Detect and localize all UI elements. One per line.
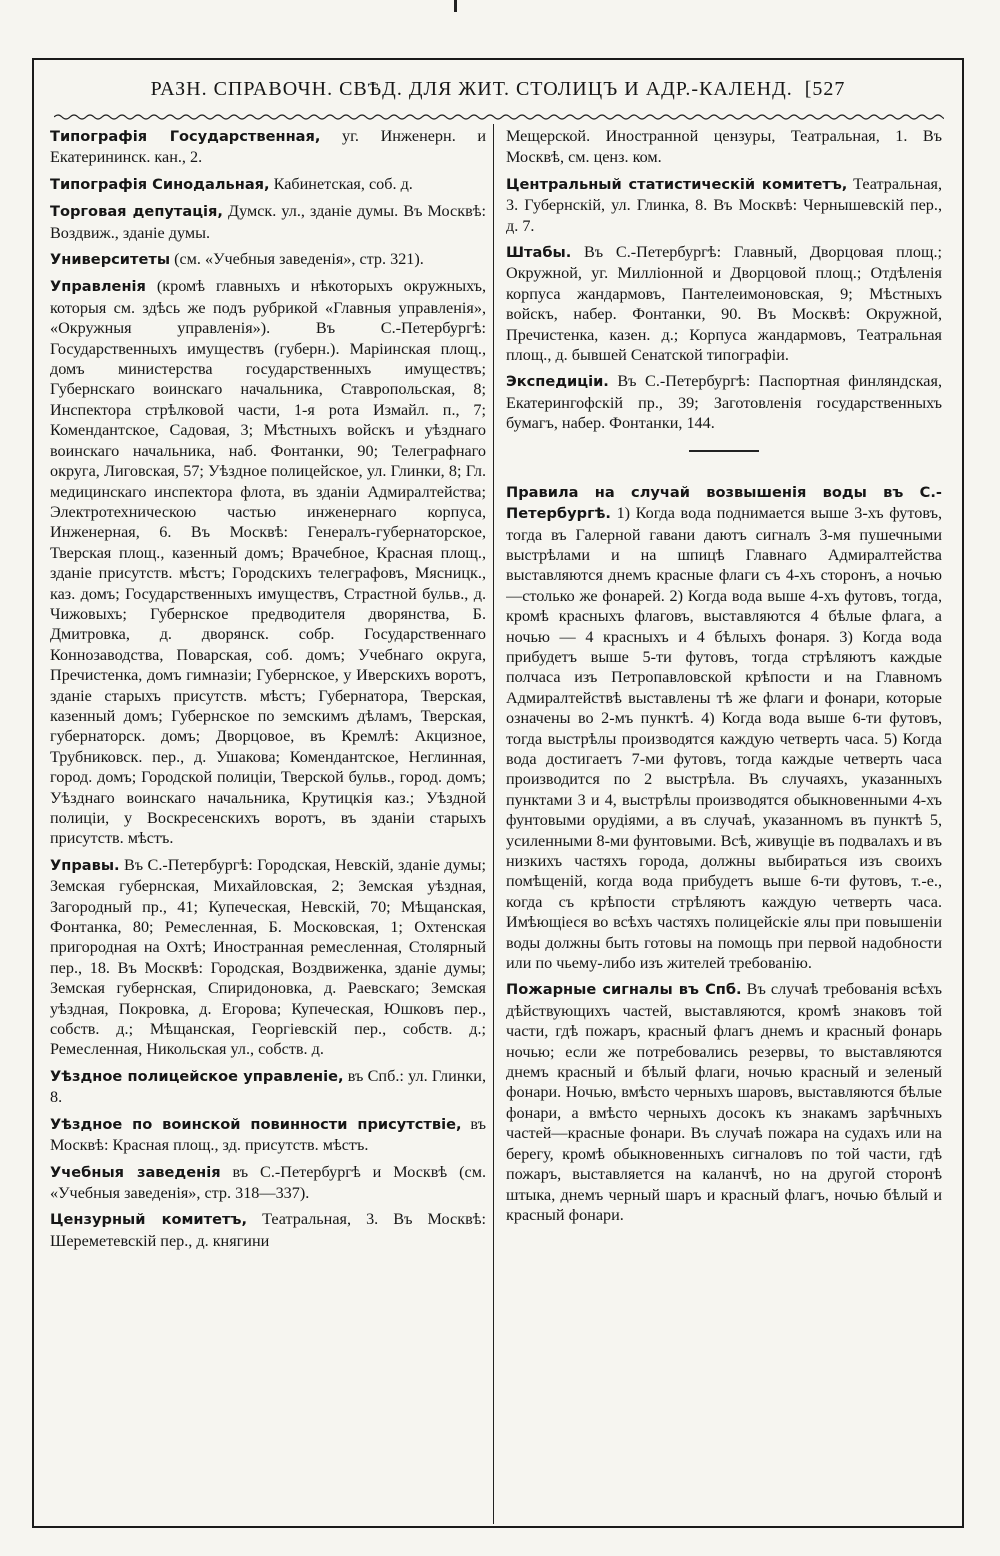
fire-signals: Пожарные сигналы въ Спб. Въ случаѣ требованія всѣхъ дѣйствующихъ частей, выставляются, кромѣ знаковъ той части, гдѣ пожаръ, красный флагъ днемъ и красный фонарь ночью; если же потребовались резервы, то выставляются днемъ красный и бѣлый флаги, ночью красный и зеленый фонари. Ночью, вмѣсто черныхъ шаровъ, выставляются бѣлые фонари, а вмѣсто черныхъ досокъ къ знакамъ зарѣчныхъ частей—красные фонари. Въ случаѣ пожара на судахъ или на берегу, кромѣ обыкновенныхъ сигналовъ по той части, гдѣ пожаръ, выставляется на каланчѣ, но на другой сторонѣ штыка, днемъ черный шаръ и красный флагъ, ночью бѣлый и красный фонари. [506, 980, 942, 1224]
entry-uezdnoe-voinskoe: Уѣздное по воинской повинности присутствіе, въ Москвѣ: Красная площ., зд. присутств. мѣстъ. [50, 1114, 486, 1155]
page-number: [527 [804, 78, 846, 100]
entry-statisticheskii-komitet: Центральный статистическій комитетъ, Театральная, 3. Губернскій, ул. Глинка, 8. Въ Москвѣ: Чернышевскій пер., д. 7. [506, 174, 942, 235]
entry-tsenzurny-komitet: Цензурный комитетъ, Театральная, 3. Въ Москвѣ: Шереметевскій пер., д. княгини [50, 1210, 486, 1250]
entry-tsenzura-continued: Мещерской. Иностранной цензуры, Театральная, 1. Въ Москвѣ, см. ценз. ком. [506, 127, 942, 167]
running-header [34, 78, 962, 101]
flood-rules: Правила на случай возвышенія воды въ С.-Петербургѣ. 1) Когда вода поднимается выше 3-хъ футовъ, тогда въ Галерной гавани даютъ сигналъ 3-мя пушечными выстрѣлами и на шпицѣ Главнаго Адмиралтейства выставляются днемъ красные флаги съ 4-хъ сторонъ, а ночью—столько же фонарей. 2) Когда вода выше 4-хъ футовъ, тогда, кромѣ красныхъ флаговъ, выставляются 4 бѣлые флага, а ночью — 4 красныхъ и 4 бѣлыхъ фонаря. 3) Когда вода прибудетъ выше 5-ти футовъ, тогда стрѣляютъ каждые полчаса изъ Петропавловской крѣпости и на Главномъ Адмиралтействѣ выставлены тѣ же флаги и фонари, которые означены во 2-мъ пунктѣ. 4) Когда вода выше 6-ти футовъ, тогда выстрѣлы производятся каждую четверть часа. 5) Когда вода достигаетъ 7-ми футовъ, тогда каждые четверть часа производится по 2 выстрѣла. Въ случаяхъ, указанныхъ пунктами 3 и 4, выстрѣлы производятся обыкновенными 4-хъ фунтовыми орудіями, а въ случаѣ, указанномъ въ пунктѣ 5, усиленными 8-ми фунтовыми. Всѣ, живущіе въ подвалахъ и въ низкихъ частяхъ города, должны выбираться изъ своихъ помѣщеній, когда вода прибудетъ выше 6-ти футовъ, т.-е., когда съ крѣпости стрѣляютъ каждую четверть часа. Имѣющіеся во всѣхъ частяхъ полицейскіе ялы при повышеніи воды должны быть готовы на помощь при первой надобности или по чьему-либо изъ жителей требованію. [506, 483, 942, 973]
page-frame [32, 58, 964, 1528]
left-column [50, 126, 486, 1516]
section-separator [689, 450, 759, 452]
entry-tipografia-gos: Типографія Государственная, уг. Инженерн. и Екатерининск. кан., 2. [50, 127, 486, 167]
entry-shtaby: Штабы. Въ С.-Петербургѣ: Главный, Дворцовая площ.; Окружной, уг. Милліонной и Дворцовой площ.; Отдѣленія корпуса жандармовъ, Пантелеимоновская, 9; Мѣстныхъ войскъ, набер. Фонтанки, 90. Въ Москвѣ: Окружной, Пречистенка, казен. д.; Корпуса жандармовъ, Театральная площ., д. бывшей Сенатской типографіи. [506, 243, 942, 365]
entry-uezdnoe-politseiskoe: Уѣздное полицейское управленіе, въ Спб.: ул. Глинки, 8. [50, 1066, 486, 1107]
entry-upravlenia: Управленія (кромѣ главныхъ и нѣкоторыхъ окружныхъ, которыя см. здѣсь же подъ рубрикой «Главныя управленія», «Окружныя управленія»). Въ С.-Петербургѣ: Государственныхъ имуществъ (губерн.). Маріинская площ., домъ министерства государственныхъ имуществъ; Губернскаго воинскаго начальника, Ставропольская, 8; Инспектора стрѣлковой части, 1-я рота Измайл. п., 7; Комендантское, Садовая, 3; Мѣстныхъ войскъ и уѣзднаго воинскаго начальника, наб. Фонтанки, 90; Телеграфнаго округа, Лиговская, 57; Уѣздное полицейское, ул. Глинки, 8; Гл. медицинскаго инспектора флота, въ зданіи Адмиралтейства; Электротехническою частью инженернаго корпуса, Инженерная, 6. Въ Москвѣ: Генералъ-губернаторское, Тверская площ., казенный домъ; Врачебное, Красная площ., зданіе присутств. мѣстъ; Городскихъ телеграфовъ, Мясницк., каз. домъ; Государственныхъ имуществъ, Страстной бульв., д. Чижовыхъ; Губернское предводителя дворянства, Б. Дмитровка, д. дворянск. собр. Государственнаго Коннозаводства, Поварская, соб. домъ; Учебнаго округа, Пречистенка, домъ гимназіи; Губернское, у Иверскихъ воротъ, зданіе старыхъ присутств. мѣстъ; Губернатора, Тверская, казенный домъ; Губернское по земскимъ дѣламъ, Тверская, губернаторск. домъ; Дворцовое, въ Кремлѣ: Акцизное, Трубниковск. пер., д. Ушакова; Комендантское, Неглинная, город. домъ; Городской полиціи, Тверской бульв., город. домъ; Уѣзднаго воинскаго начальника, Крутицкія каз.; Уѣздной полиціи, у Воскресенскихъ воротъ, въ зданіи старыхъ присутств. мѣстъ. [50, 277, 486, 848]
entry-upravy: Управы. Въ С.-Петербургѣ: Городская, Невскій, зданіе думы; Земская губернская, Михайловская, 2; Земская уѣздная, Загородный пр., 41; Купеческая, Невскій, 70; Мѣщанская, Фонтанка, 80; Ремесленная, Б. Московская, 1; Охтенская пригородная на Охтѣ; Иностранная ремесленная, Столярный пер., 18. Въ Москвѣ: Городская, Воздвиженка, зданіе думы; Земская губернская, Спиридоновка, д. Раевскаго; Земская уѣздная, Покровка, д. Егорова; Купеческая, Юшковъ пер., собств. д.; Мѣщанская, Георгіевскій пер., собств. д.; Ремесленная, Никольская ул., собств. д. [50, 855, 486, 1059]
entry-torgovaya-deputatsia: Торговая депутація, Думск. ул., зданіе думы. Въ Москвѣ: Воздвиж., зданіе думы. [50, 202, 486, 242]
header-title: РАЗН. СПРАВОЧН. СВѢД. ДЛЯ ЖИТ. СТОЛИЦЪ И АДР.-КАЛЕНД. [150, 78, 793, 100]
top-mark [454, 0, 457, 12]
entry-ekspeditsii: Экспедиціи. Въ С.-Петербургѣ: Паспортная финляндская, Екатерингофскій пр., 39; Заготовленія государственныхъ бумагъ, набер. Фонтанки, 144. [506, 372, 942, 433]
right-column [506, 126, 942, 1516]
header-wavy-rule [54, 112, 944, 122]
entry-universitety: Университеты (см. «Учебныя заведенія», стр. 321). [50, 250, 424, 269]
entry-uchebnye-zavedenia: Учебныя заведенія въ С.-Петербургѣ и Москвѣ (см. «Учебныя заведенія», стр. 318—337). [50, 1162, 486, 1202]
column-divider [493, 124, 494, 1524]
entry-tipografia-sinod: Типографія Синодальная, Кабинетская, соб. д. [50, 174, 413, 193]
